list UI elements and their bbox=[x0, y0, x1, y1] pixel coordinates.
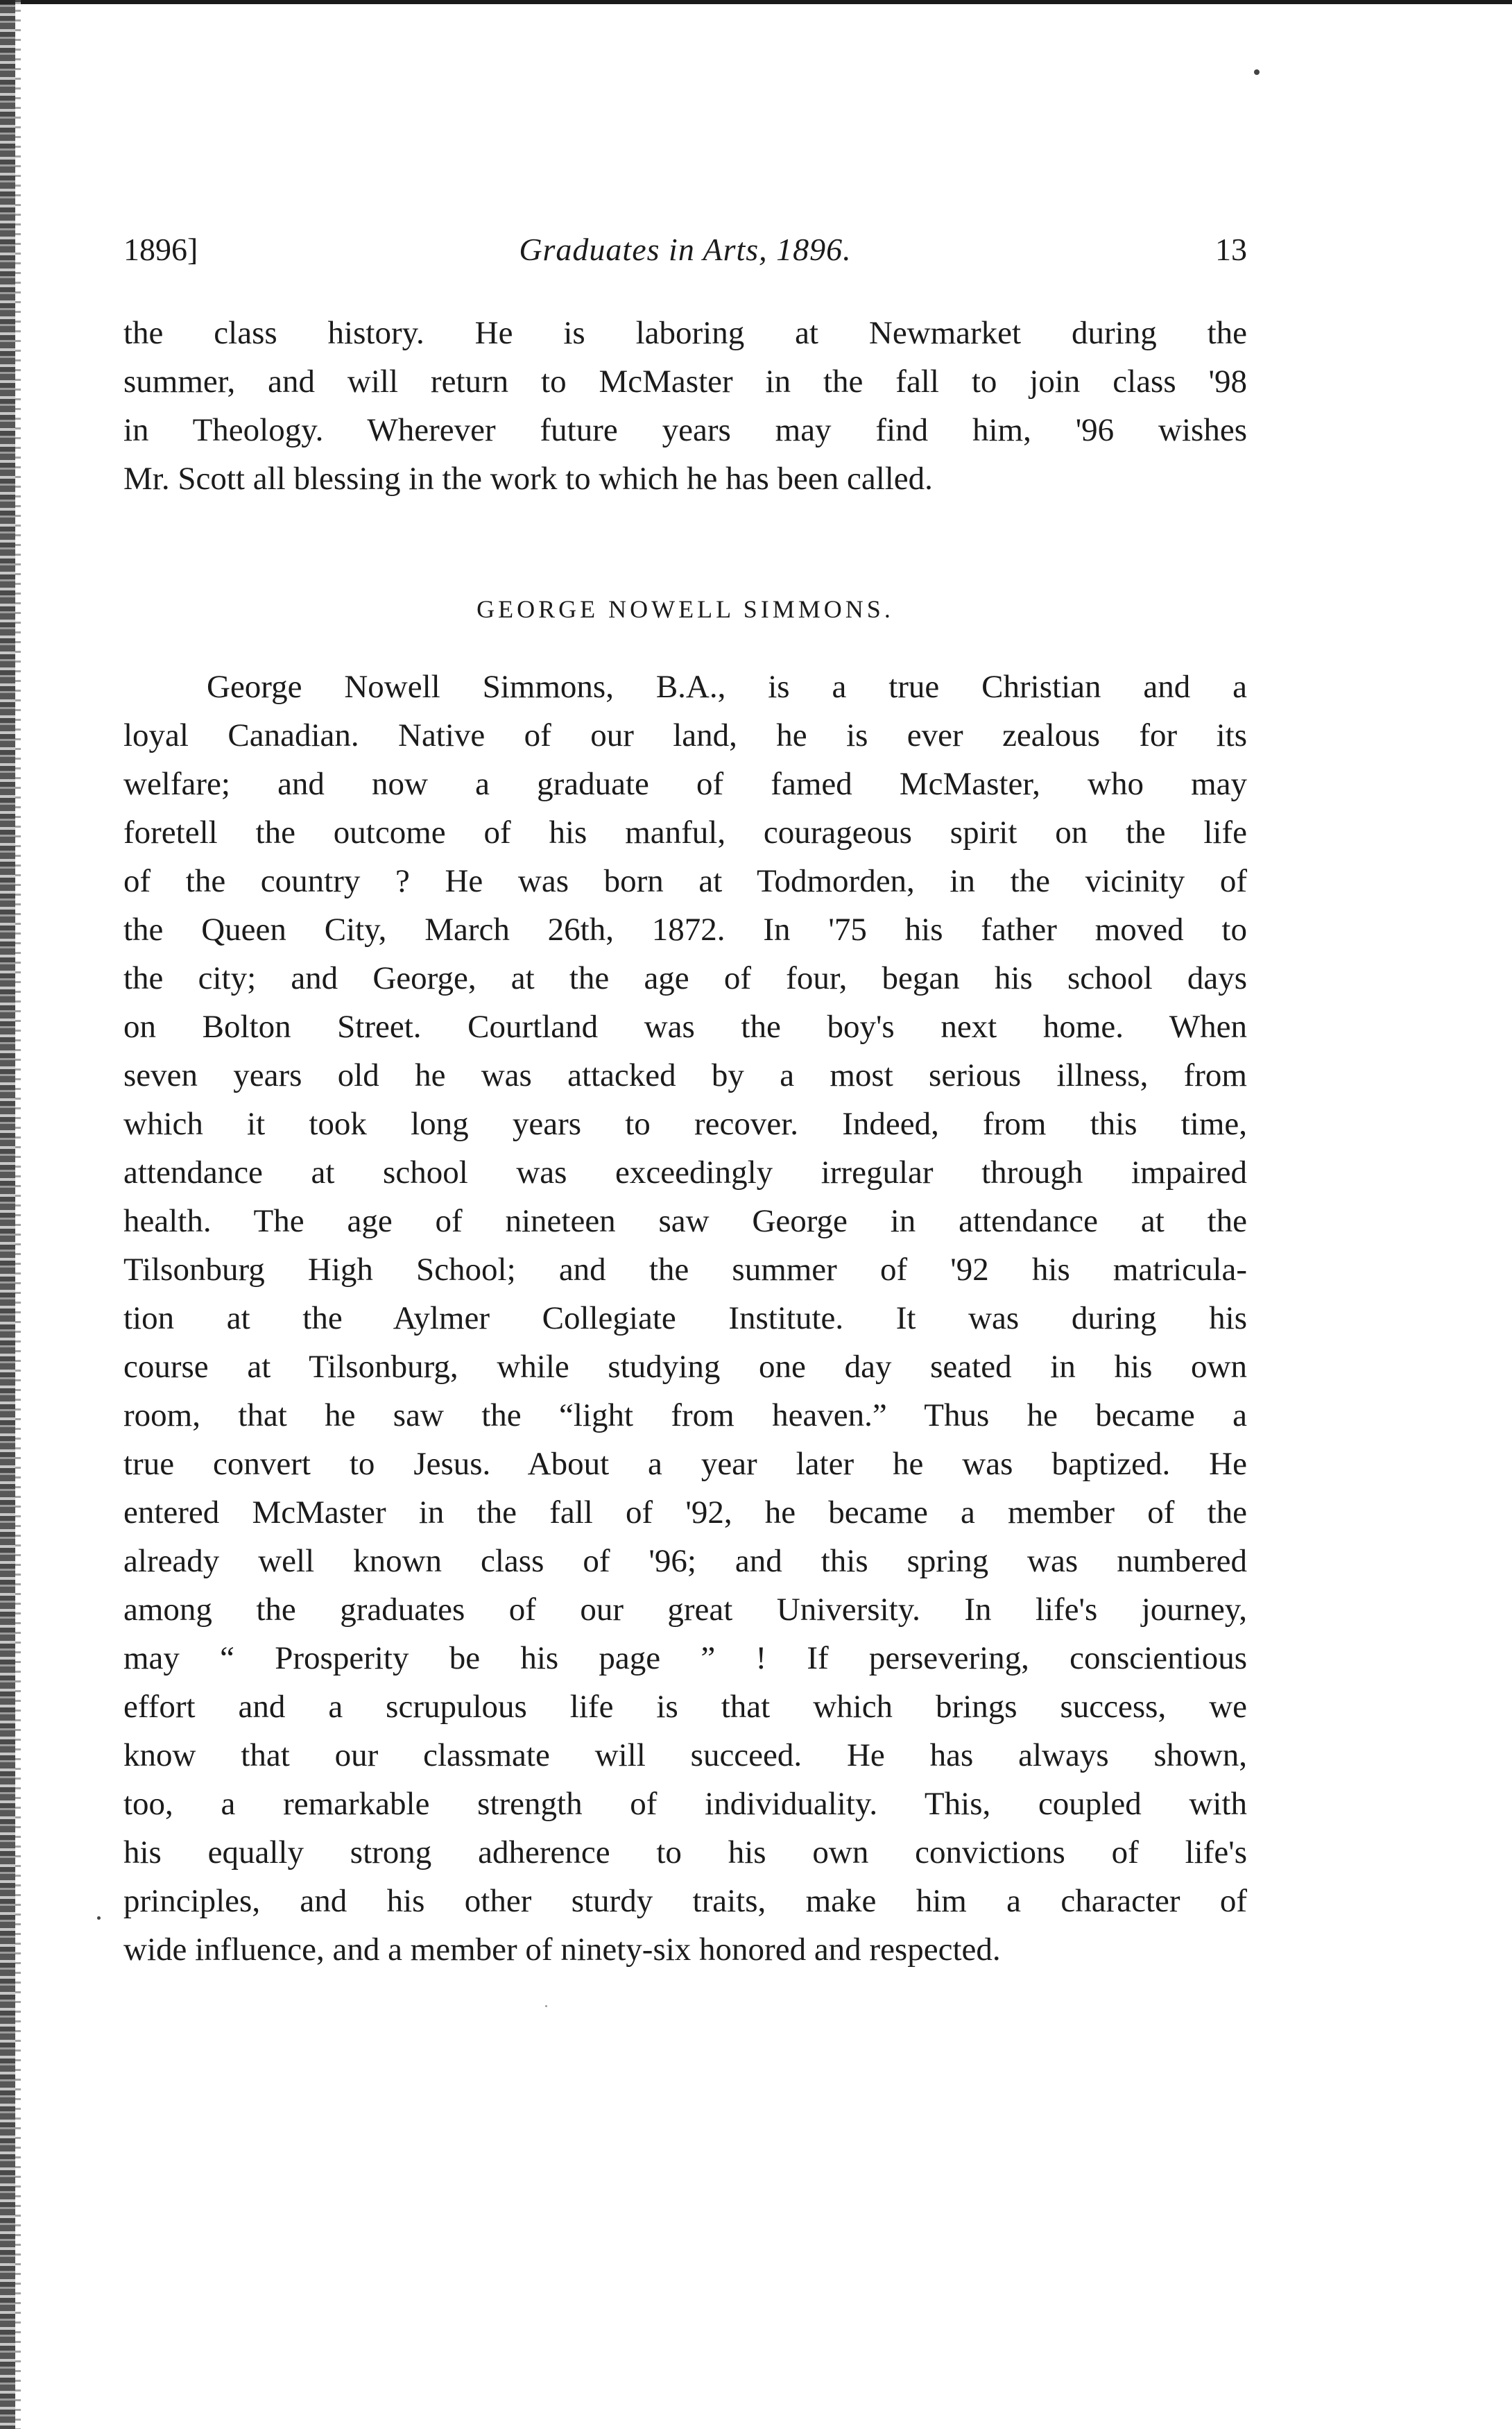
text-line: of the country ? He was born at Todmorden, in the vicinity of bbox=[123, 863, 1247, 899]
text-line: loyal Canadian. Native of our land, he is ever zealous for its bbox=[123, 717, 1247, 753]
text-line: among the graduates of our great University. In life's journey, bbox=[123, 1592, 1247, 1628]
text-line: on Bolton Street. Courtland was the boy's next home. When bbox=[123, 1009, 1247, 1045]
text-line: room, that he saw the “light from heaven.” Thus he became a bbox=[123, 1397, 1247, 1433]
text-line: the city; and George, at the age of four, began his school days bbox=[123, 960, 1247, 996]
ink-speck bbox=[1254, 69, 1260, 75]
text-line: tion at the Aylmer Collegiate Institute. It was during his bbox=[123, 1300, 1247, 1336]
text-line: foretell the outcome of his manful, courageous spirit on the life bbox=[123, 815, 1247, 851]
ink-speck bbox=[97, 1916, 101, 1920]
text-line: wide influence, and a member of ninety-six honored and respected. bbox=[123, 1932, 1001, 1968]
ink-speck bbox=[545, 2005, 547, 2007]
text-line: which it took long years to recover. Indeed, from this time, bbox=[123, 1106, 1247, 1142]
text-line: principles, and his other sturdy traits, make him a character of bbox=[123, 1883, 1247, 1919]
text-line: in Theology. Wherever future years may find him, '96 wishes bbox=[123, 412, 1247, 448]
text-line: know that our classmate will succeed. He has always shown, bbox=[123, 1737, 1247, 1773]
text-line: already well known class of '96; and this spring was numbered bbox=[123, 1543, 1247, 1579]
text-line: entered McMaster in the fall of '92, he became a member of the bbox=[123, 1494, 1247, 1531]
text-line: Mr. Scott all blessing in the work to which he has been called. bbox=[123, 461, 933, 497]
text-line: Tilsonburg High School; and the summer of '92 his matricula- bbox=[123, 1252, 1247, 1288]
text-line: effort and a scrupulous life is that which brings success, we bbox=[123, 1689, 1247, 1725]
text-line: the class history. He is laboring at Newmarket during the bbox=[123, 315, 1247, 351]
text-line: too, a remarkable strength of individuality. This, coupled with bbox=[123, 1786, 1247, 1822]
top-edge-rule bbox=[0, 0, 1512, 4]
text-line: course at Tilsonburg, while studying one day seated in his own bbox=[123, 1349, 1247, 1385]
text-line: health. The age of nineteen saw George in attendance at the bbox=[123, 1203, 1247, 1239]
binding-edge-shadow-inner bbox=[15, 0, 21, 2429]
text-line: summer, and will return to McMaster in the fall to join class '98 bbox=[123, 364, 1247, 400]
text-line: seven years old he was attacked by a most serious illness, from bbox=[123, 1057, 1247, 1093]
text-line: the Queen City, March 26th, 1872. In '75 his father moved to bbox=[123, 912, 1247, 948]
text-line: George Nowell Simmons, B.A., is a true Christian and a bbox=[207, 669, 1247, 705]
text-line: true convert to Jesus. About a year later he was baptized. He bbox=[123, 1446, 1247, 1482]
text-line: his equally strong adherence to his own convictions of life's bbox=[123, 1834, 1247, 1870]
text-line: may “ Prosperity be his page ” ! If persevering, conscientious bbox=[123, 1640, 1247, 1676]
running-head bbox=[123, 225, 1247, 274]
page-number: 13 bbox=[1215, 232, 1247, 267]
running-head-title: Graduates in Arts, 1896. bbox=[519, 232, 852, 267]
binding-edge-shadow bbox=[0, 0, 15, 2429]
section-heading: GEORGE NOWELL SIMMONS. bbox=[476, 595, 894, 623]
continued-paragraph bbox=[123, 309, 1247, 503]
biography-paragraph bbox=[123, 663, 1247, 1974]
text-line: welfare; and now a graduate of famed McMaster, who may bbox=[123, 766, 1247, 802]
running-head-year: 1896] bbox=[123, 232, 198, 267]
text-line: attendance at school was exceedingly irregular through impaired bbox=[123, 1154, 1247, 1191]
